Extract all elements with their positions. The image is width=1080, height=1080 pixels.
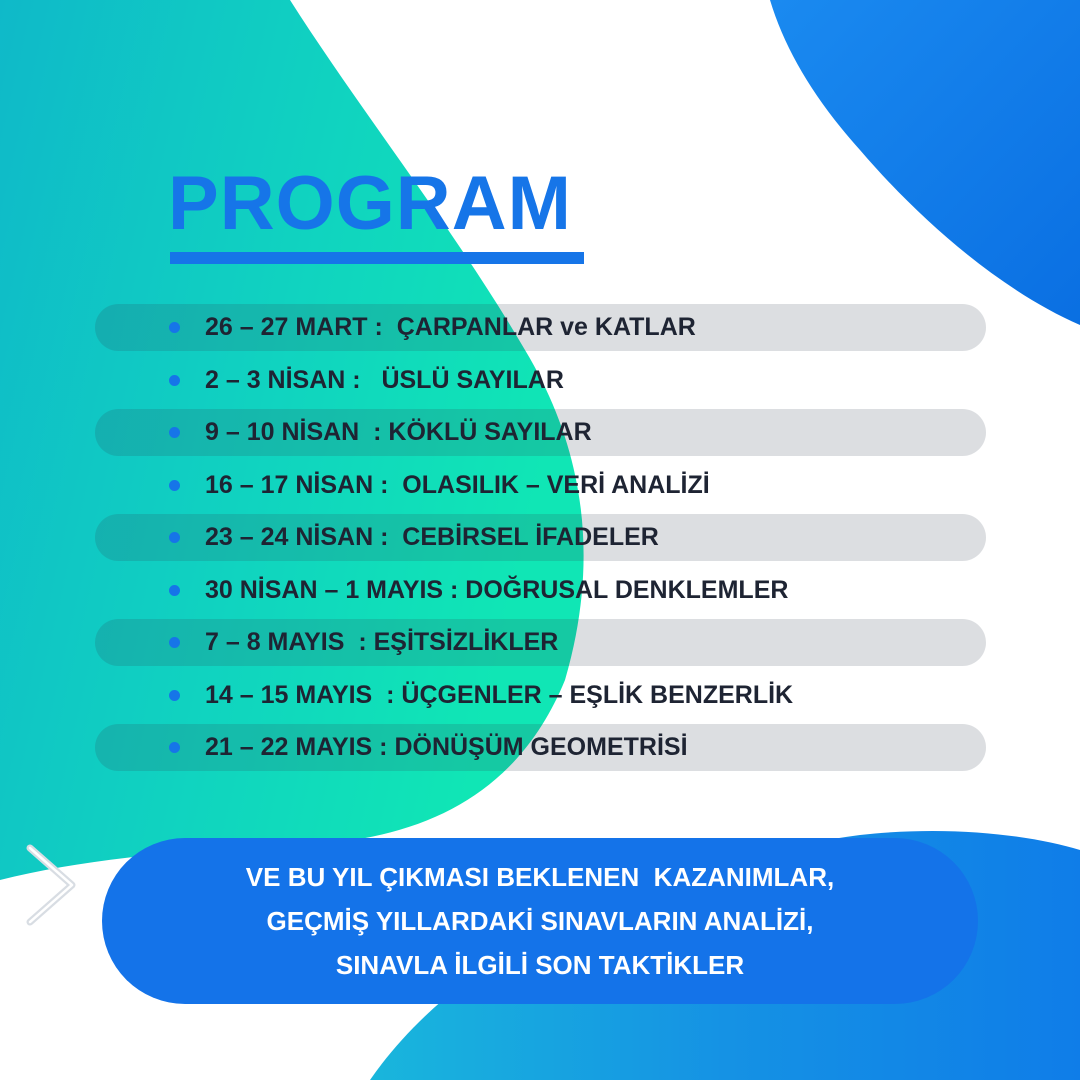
footer-line-2: GEÇMİŞ YILLARDAKİ SINAVLARIN ANALİZİ, [266,906,814,936]
bullet-dot-icon [169,742,180,753]
schedule-item-text: 9 – 10 NİSAN : KÖKLÜ SAYILAR [205,418,592,446]
schedule-item-text: 14 – 15 MAYIS : ÜÇGENLER – EŞLİK BENZERLİK [205,680,794,709]
schedule-item-text: 26 – 27 MART : ÇARPANLAR ve KATLAR [205,313,696,341]
schedule-row-5 [95,514,986,561]
blue-corner-shape-top [770,0,1080,325]
chevron-right-icon [22,840,82,930]
bullet-dot-icon [169,690,180,701]
footer-line-3: SINAVLA İLGİLİ SON TAKTİKLER [335,950,745,980]
schedule-row-2 [95,357,986,404]
schedule-row-4 [95,462,986,509]
footer-line-1: VE BU YIL ÇIKMASI BEKLENEN KAZANIMLAR, [245,862,835,892]
title-underline [170,252,584,264]
bullet-dot-icon [169,322,180,333]
bullet-dot-icon [169,637,180,648]
schedule-row-7 [95,619,986,666]
schedule-row-3 [95,409,986,456]
bullet-dot-icon [169,480,180,491]
schedule-item-text: 2 – 3 NİSAN : ÜSLÜ SAYILAR [205,365,564,394]
schedule-item-text: 7 – 8 MAYIS : EŞİTSİZLİKLER [205,628,559,656]
footer-banner [102,838,978,1004]
bullet-dot-icon [169,427,180,438]
page-title: PROGRAM [168,161,572,246]
schedule-row-1 [95,304,986,351]
schedule-row-6 [95,567,986,614]
schedule-item-text: 16 – 17 NİSAN : OLASILIK – VERİ ANALİZİ [205,470,710,499]
bullet-dot-icon [169,532,180,543]
schedule-item-text: 30 NİSAN – 1 MAYIS : DOĞRUSAL DENKLEMLER [205,575,789,604]
schedule-row-9 [95,724,986,771]
schedule-item-text: 21 – 22 MAYIS : DÖNÜŞÜM GEOMETRİSİ [205,733,688,761]
schedule-item-text: 23 – 24 NİSAN : CEBİRSEL İFADELER [205,523,659,551]
schedule-list [95,304,986,777]
bullet-dot-icon [169,375,180,386]
schedule-row-8 [95,672,986,719]
bullet-dot-icon [169,585,180,596]
